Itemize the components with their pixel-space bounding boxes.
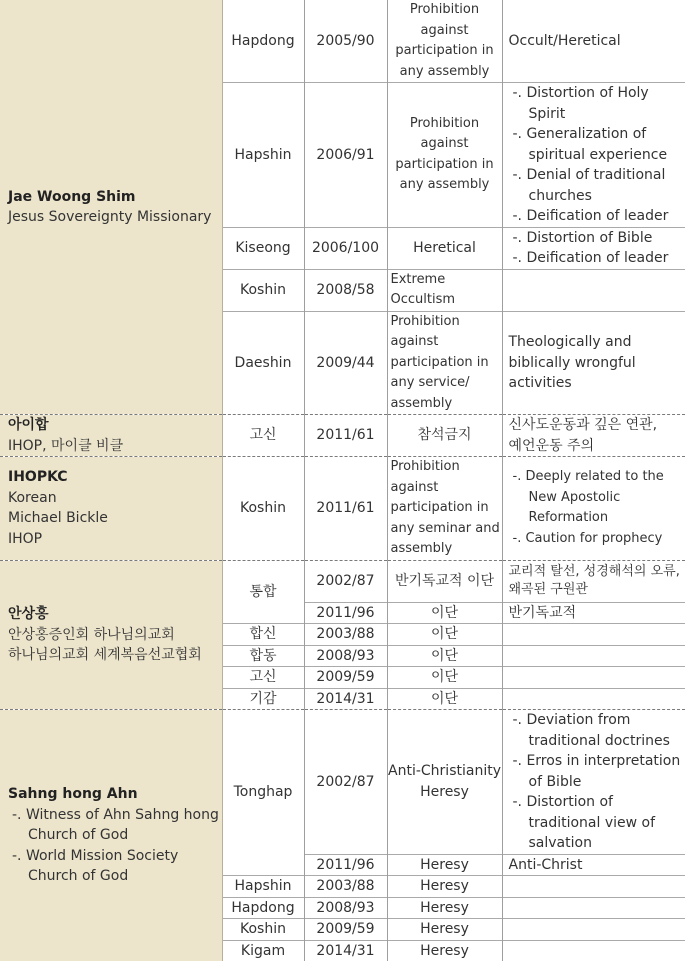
reason-cell xyxy=(502,667,685,689)
decision-cell xyxy=(387,854,502,876)
decision-line: Prohibition against xyxy=(388,114,502,155)
decision-cell xyxy=(387,688,502,710)
reason-line: -. Distortion of Holy Spirit xyxy=(509,83,685,124)
group-subtitle-line: -. World Mission Society Church of God xyxy=(8,846,222,887)
decision-cell xyxy=(387,83,502,228)
reason-cell xyxy=(502,876,685,898)
table-row xyxy=(0,0,685,83)
reason-cell xyxy=(502,624,685,646)
decision-line: Heresy xyxy=(420,921,469,937)
reason-cell xyxy=(502,311,685,415)
year-cell: 2002/87 xyxy=(304,710,387,855)
group-title: Jae Woong Shim xyxy=(8,187,222,208)
year-cell: 2003/88 xyxy=(304,876,387,898)
reason-line: Theologically and xyxy=(509,332,685,353)
year-cell: 2008/93 xyxy=(304,897,387,919)
reason-line: activities xyxy=(509,373,685,394)
decision-line: 이단 xyxy=(431,691,458,707)
decision-line: Prohibition against xyxy=(391,457,502,498)
decision-cell xyxy=(387,645,502,667)
denomination-cell: Hapdong xyxy=(222,0,304,83)
denomination-cell: Koshin xyxy=(222,269,304,311)
decision-line: assembly xyxy=(391,539,502,560)
reason-cell xyxy=(502,645,685,667)
reason-cell xyxy=(502,560,685,602)
denomination-cell: Daeshin xyxy=(222,311,304,415)
year-cell: 2014/31 xyxy=(304,940,387,961)
decision-line: 반기독교적 이단 xyxy=(395,573,494,589)
decision-cell xyxy=(387,624,502,646)
reason-line: -. Caution for prophecy xyxy=(509,529,685,550)
year-cell: 2011/96 xyxy=(304,854,387,876)
denomination-cell: Tonghap xyxy=(222,710,304,876)
decision-line: Heresy xyxy=(388,782,502,803)
decision-cell xyxy=(387,940,502,961)
reason-cell xyxy=(502,688,685,710)
denomination-cell: Kigam xyxy=(222,940,304,961)
year-cell: 2009/59 xyxy=(304,919,387,941)
reason-line: 반기독교적 xyxy=(509,605,577,621)
year-cell: 2005/90 xyxy=(304,0,387,83)
reason-cell xyxy=(502,897,685,919)
year-cell: 2011/96 xyxy=(304,602,387,624)
table-row xyxy=(0,457,685,561)
group-cell xyxy=(0,415,222,457)
denomination-cell: 기감 xyxy=(222,688,304,710)
group-title: Sahng hong Ahn xyxy=(8,784,222,805)
group-subtitle-line: IHOP xyxy=(8,529,222,550)
decision-line: assembly xyxy=(391,394,502,415)
decision-line: Anti-Christianity xyxy=(388,761,502,782)
reason-cell xyxy=(502,415,685,457)
reason-cell xyxy=(502,0,685,83)
decision-line: any assembly xyxy=(388,175,502,196)
reason-cell xyxy=(502,710,685,855)
reason-line: -. Distortion of traditional view of salvation xyxy=(509,792,685,854)
reason-line: Anti-Christ xyxy=(509,857,583,873)
group-subtitle: Jesus Sovereignty Missionary xyxy=(8,207,222,228)
group-cell xyxy=(0,560,222,710)
reason-cell xyxy=(502,940,685,961)
decision-line: any service/ xyxy=(391,373,502,394)
decision-line: Heresy xyxy=(420,878,469,894)
reason-cell xyxy=(502,919,685,941)
year-cell: 2002/87 xyxy=(304,560,387,602)
decision-line: Heretical xyxy=(413,240,476,256)
decision-line: participation in xyxy=(391,353,502,374)
decision-line: Heresy xyxy=(420,943,469,959)
reason-line: -. Generalization of spiritual experience xyxy=(509,124,685,165)
decision-cell xyxy=(387,602,502,624)
reason-line: -. Deification of leader xyxy=(509,248,685,269)
reason-cell xyxy=(502,602,685,624)
decision-cell xyxy=(387,710,502,855)
group-subtitle-line: Korean xyxy=(8,488,222,509)
denomination-cell: Koshin xyxy=(222,919,304,941)
denomination-cell: 합동 xyxy=(222,645,304,667)
reason-line: 왜곡된 구원관 xyxy=(509,581,685,599)
decision-cell xyxy=(387,0,502,83)
decision-cell xyxy=(387,876,502,898)
reason-cell xyxy=(502,83,685,228)
decision-cell xyxy=(387,919,502,941)
decision-line: Prohibition against xyxy=(391,312,502,353)
reason-cell xyxy=(502,269,685,311)
year-cell: 2008/58 xyxy=(304,269,387,311)
table-row xyxy=(0,710,685,855)
decision-line: any assembly xyxy=(388,62,502,83)
year-cell: 2009/44 xyxy=(304,311,387,415)
group-subtitle: IHOP, 마이클 비클 xyxy=(8,436,222,457)
decision-line: 이단 xyxy=(431,626,458,642)
reason-line: 교리적 탈선, 성경해석의 오류, xyxy=(509,563,685,581)
decision-cell xyxy=(387,311,502,415)
year-cell: 2008/93 xyxy=(304,645,387,667)
denomination-cell: Kiseong xyxy=(222,227,304,269)
decision-line: participation in xyxy=(388,155,502,176)
year-cell: 2009/59 xyxy=(304,667,387,689)
denomination-cell: Hapdong xyxy=(222,897,304,919)
reason-line: 예언운동 주의 xyxy=(509,436,685,457)
decision-line: Prohibition against xyxy=(388,0,502,41)
denomination-cell: Hapshin xyxy=(222,876,304,898)
denomination-cell: Koshin xyxy=(222,457,304,561)
decision-cell xyxy=(387,269,502,311)
reason-cell xyxy=(502,227,685,269)
reason-line: -. Deviation from traditional doctrines xyxy=(509,710,685,751)
decision-line: Extreme Occultism xyxy=(391,272,456,308)
reason-cell xyxy=(502,457,685,561)
decision-cell xyxy=(387,227,502,269)
reason-line: -. Distortion of Bible xyxy=(509,228,685,249)
denomination-cell: 통합 xyxy=(222,560,304,624)
group-subtitle-line: 하나님의교회 세계복음선교협회 xyxy=(8,645,222,666)
decision-line: Heresy xyxy=(420,900,469,916)
year-cell: 2011/61 xyxy=(304,415,387,457)
reason-line: -. Denial of traditional churches xyxy=(509,165,685,206)
denomination-cell: 고신 xyxy=(222,415,304,457)
decision-cell xyxy=(387,415,502,457)
decision-line: 이단 xyxy=(431,605,458,621)
denomination-cell: 합신 xyxy=(222,624,304,646)
group-title: IHOPKC xyxy=(8,467,222,488)
group-subtitle-line: Michael Bickle xyxy=(8,508,222,529)
reason-line: -. Erros in interpretation of Bible xyxy=(509,751,685,792)
decision-line: 이단 xyxy=(431,648,458,664)
year-cell: 2006/100 xyxy=(304,227,387,269)
reason-line: -. Deification of leader xyxy=(509,206,685,227)
decision-line: 참석금지 xyxy=(417,427,471,443)
group-subtitle-line: 안상홍증인회 하나님의교회 xyxy=(8,625,222,646)
decision-cell xyxy=(387,457,502,561)
denomination-cell: Hapshin xyxy=(222,83,304,228)
decision-line: Heresy xyxy=(420,857,469,873)
reason-line: 신사도운동과 깊은 연관, xyxy=(509,415,685,436)
denomination-cell: 고신 xyxy=(222,667,304,689)
year-cell: 2006/91 xyxy=(304,83,387,228)
year-cell: 2003/88 xyxy=(304,624,387,646)
reason-cell xyxy=(502,854,685,876)
group-title: 아이합 xyxy=(8,415,222,436)
year-cell: 2011/61 xyxy=(304,457,387,561)
group-title: 안상홍 xyxy=(8,604,222,625)
group-cell xyxy=(0,0,222,415)
decision-cell xyxy=(387,560,502,602)
group-cell xyxy=(0,710,222,961)
table-row xyxy=(0,415,685,457)
reason-line: biblically wrongful xyxy=(509,353,685,374)
decision-line: 이단 xyxy=(431,669,458,685)
table-row xyxy=(0,560,685,602)
decision-cell xyxy=(387,667,502,689)
decision-line: participation in xyxy=(388,41,502,62)
reason-line: Occult/Heretical xyxy=(509,33,621,49)
reason-line: -. Deeply related to the New Apostolic Reformation xyxy=(509,467,685,529)
group-cell xyxy=(0,457,222,561)
group-subtitle-line: -. Witness of Ahn Sahng hong Church of God xyxy=(8,805,222,846)
decision-line: participation in xyxy=(391,498,502,519)
decision-line: any seminar and xyxy=(391,519,502,540)
decision-cell xyxy=(387,897,502,919)
year-cell: 2014/31 xyxy=(304,688,387,710)
